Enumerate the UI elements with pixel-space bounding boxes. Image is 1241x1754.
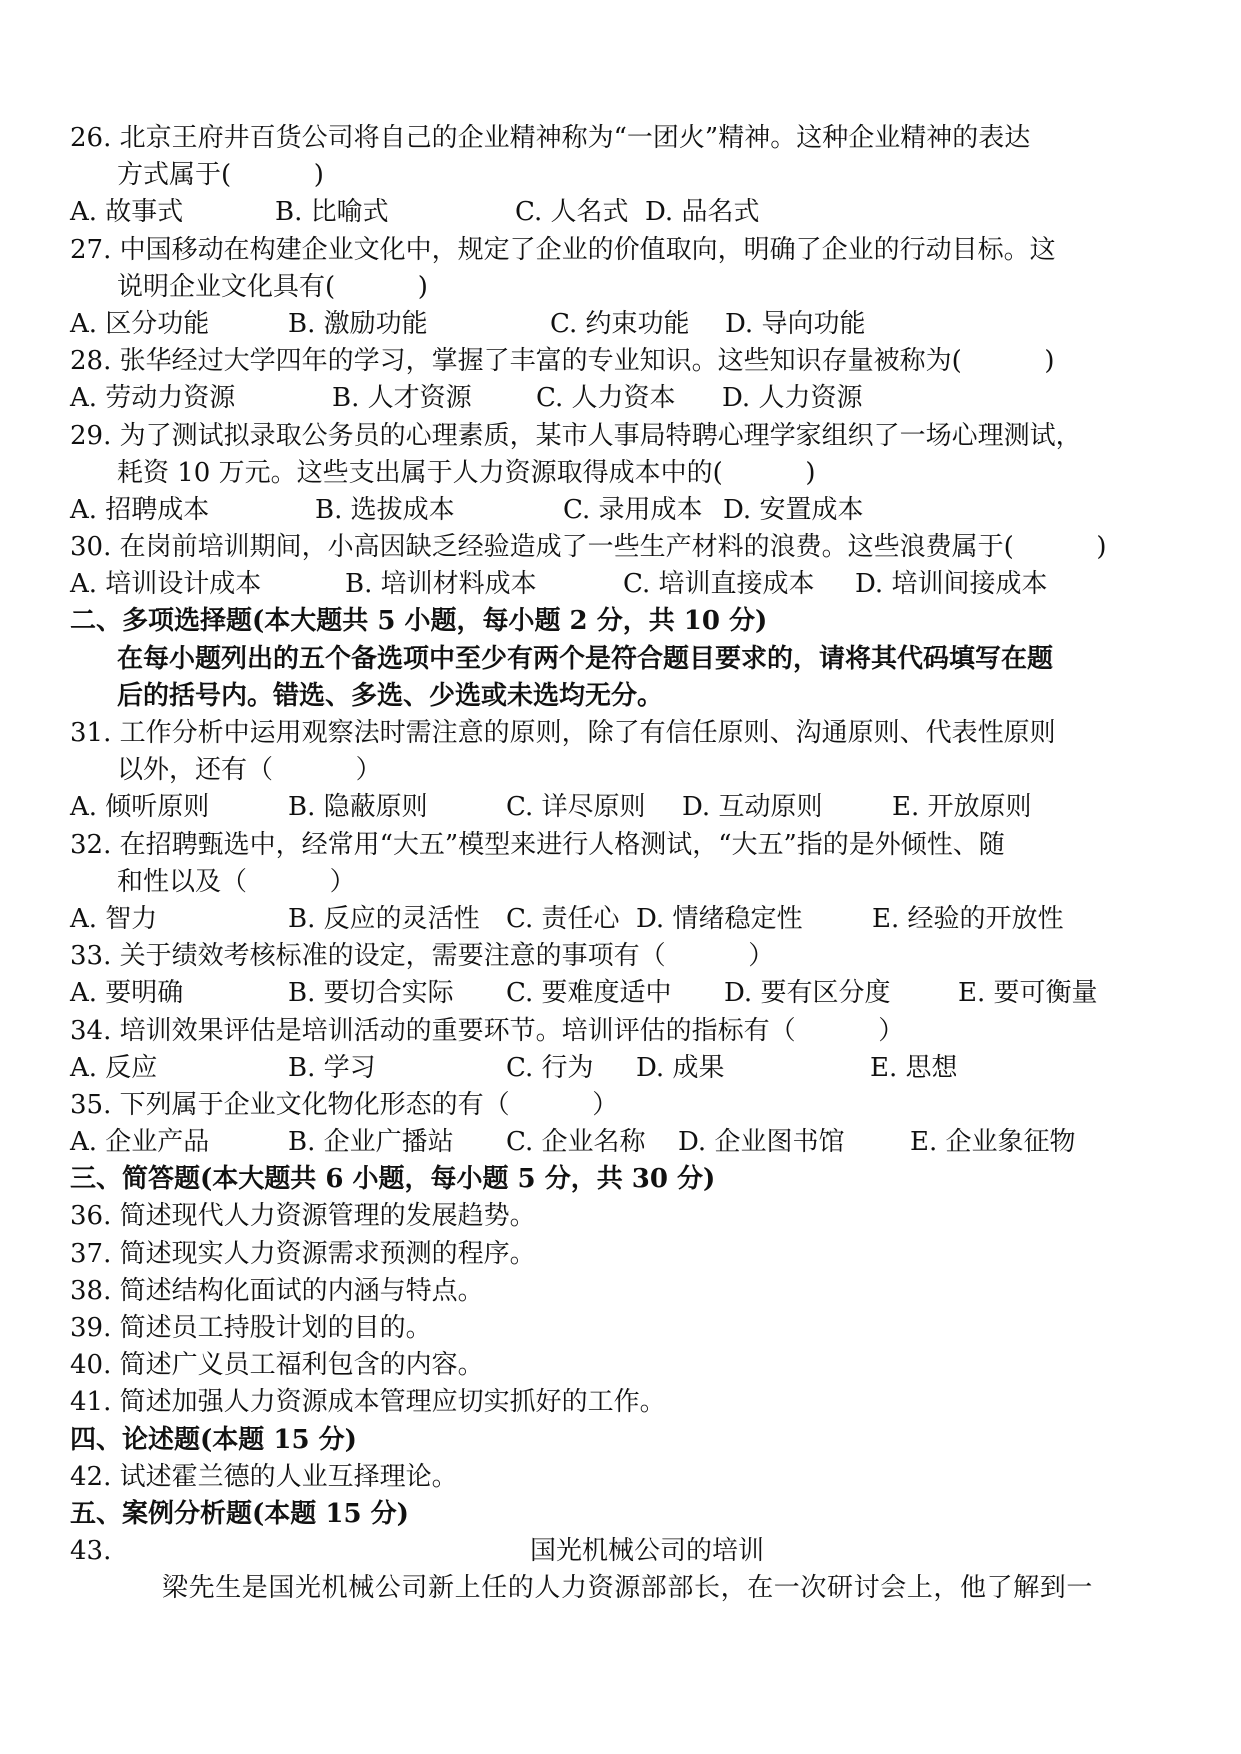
option-a: A. 智力 [70, 903, 158, 934]
section-2-instructions-line1: 在每小题列出的五个备选项中至少有两个是符合题目要求的，请将其代码填写在题 [117, 643, 1054, 674]
case-paragraph-line1: 梁先生是国光机械公司新上任的人力资源部部长，在一次研讨会上，他了解到一 [162, 1573, 1094, 1604]
case-title-row [70, 1533, 1190, 1570]
option-b: B. 要切合实际 [288, 978, 454, 1009]
option-d: D. 成果 [636, 1052, 725, 1083]
question-28-options [70, 380, 1190, 417]
option-e: E. 企业象征物 [910, 1127, 1076, 1158]
question-41: 41. 简述加强人力资源成本管理应切实抓好的工作。 [70, 1387, 666, 1418]
option-d: D. 企业图书馆 [678, 1127, 845, 1158]
option-e: E. 思想 [870, 1052, 958, 1083]
option-d: D. 情绪稳定性 [636, 903, 803, 934]
question-27-line2: 说明企业文化具有( ) [117, 271, 428, 302]
option-a: A. 区分功能 [70, 308, 210, 339]
option-c: C. 责任心 [506, 903, 620, 934]
section-2-instructions-line2: 后的括号内。错选、多选、少选或未选均无分。 [117, 680, 664, 711]
option-c: C. 要难度适中 [506, 978, 672, 1009]
question-27-options [70, 306, 1190, 343]
question-26-line1: 26. 北京王府井百货公司将自己的企业精神称为“一团火”精神。这种企业精神的表达 [70, 123, 1031, 153]
question-34-line1: 34. 培训效果评估是培训活动的重要环节。培训评估的指标有（ ） [70, 1015, 905, 1046]
option-b: B. 反应的灵活性 [288, 903, 480, 934]
option-b: B. 培训材料成本 [345, 569, 537, 600]
option-c: C. 企业名称 [506, 1127, 646, 1158]
option-d: D. 培训间接成本 [855, 569, 1048, 600]
option-e: E. 经验的开放性 [872, 903, 1064, 934]
question-32-line2: 和性以及（ ） [117, 866, 356, 897]
question-36: 36. 简述现代人力资源管理的发展趋势。 [70, 1201, 536, 1232]
question-37: 37. 简述现实人力资源需求预测的程序。 [70, 1238, 536, 1269]
question-32-options [70, 901, 1190, 938]
option-d: D. 互动原则 [682, 792, 823, 823]
option-b: B. 选拔成本 [315, 494, 455, 525]
question-32-line1: 32. 在招聘甄选中，经常用“大五”模型来进行人格测试，“大五”指的是外倾性、随 [70, 829, 1005, 860]
question-30-line1: 30. 在岗前培训期间，小高因缺乏经验造成了一些生产材料的浪费。这些浪费属于( ) [70, 532, 1107, 563]
option-d: D. 品名式 [645, 197, 760, 228]
option-d: D. 导向功能 [725, 308, 866, 339]
question-33-options [70, 975, 1190, 1012]
option-b: B. 比喻式 [275, 197, 389, 228]
question-35-options [70, 1124, 1190, 1161]
question-26-options [70, 194, 1190, 231]
section-4-heading: 四、论述题(本题 15 分) [70, 1424, 357, 1455]
question-29-options [70, 492, 1190, 529]
section-5-heading: 五、案例分析题(本题 15 分) [70, 1498, 409, 1529]
question-33-line1: 33. 关于绩效考核标准的设定，需要注意的事项有（ ） [70, 941, 775, 972]
option-b: B. 企业广播站 [288, 1127, 454, 1158]
option-a: A. 要明确 [70, 978, 184, 1009]
question-27-line1: 27. 中国移动在构建企业文化中，规定了企业的价值取向，明确了企业的行动目标。这 [70, 234, 1056, 265]
option-c: C. 培训直接成本 [623, 569, 815, 600]
section-3-heading: 三、简答题(本大题共 6 小题，每小题 5 分，共 30 分) [70, 1164, 716, 1195]
option-a: A. 反应 [70, 1052, 158, 1083]
question-31-options [70, 789, 1190, 826]
option-a: A. 倾听原则 [70, 792, 210, 823]
option-b: B. 隐蔽原则 [288, 792, 428, 823]
question-28-line1: 28. 张华经过大学四年的学习，掌握了丰富的专业知识。这些知识存量被称为( ) [70, 346, 1055, 377]
option-c: C. 约束功能 [550, 308, 690, 339]
question-38: 38. 简述结构化面试的内涵与特点。 [70, 1275, 484, 1306]
option-a: A. 企业产品 [70, 1127, 210, 1158]
option-c: C. 人名式 [515, 197, 629, 228]
option-e: E. 要可衡量 [958, 978, 1098, 1009]
question-43-number: 43. [70, 1536, 112, 1567]
option-a: A. 故事式 [70, 197, 184, 228]
option-c: C. 行为 [506, 1052, 594, 1083]
option-a: A. 培训设计成本 [70, 569, 262, 600]
question-34-options [70, 1050, 1190, 1087]
question-35-line1: 35. 下列属于企业文化物化形态的有（ ） [70, 1089, 619, 1120]
case-title: 国光机械公司的培训 [530, 1536, 765, 1567]
exam-page [70, 120, 1190, 1608]
question-31-line1: 31. 工作分析中运用观察法时需注意的原则，除了有信任原则、沟通原则、代表性原则 [70, 718, 1056, 748]
option-d: D. 人力资源 [722, 383, 863, 414]
question-26-line2: 方式属于( ) [117, 160, 324, 191]
option-b: B. 激励功能 [288, 308, 428, 339]
option-a: A. 劳动力资源 [70, 383, 236, 414]
question-30-options [70, 566, 1190, 603]
option-b: B. 学习 [288, 1052, 376, 1083]
question-40: 40. 简述广义员工福利包含的内容。 [70, 1350, 484, 1381]
option-c: C. 详尽原则 [506, 792, 646, 823]
question-29-line2: 耗资 10 万元。这些支出属于人力资源取得成本中的( ) [117, 457, 816, 488]
question-31-line2: 以外，还有（ ） [117, 755, 382, 786]
option-e: E. 开放原则 [892, 792, 1032, 823]
option-a: A. 招聘成本 [70, 494, 210, 525]
option-d: D. 安置成本 [723, 494, 864, 525]
question-39: 39. 简述员工持股计划的目的。 [70, 1313, 432, 1343]
section-2-heading: 二、多项选择题(本大题共 5 小题，每小题 2 分，共 10 分) [70, 606, 768, 637]
question-29-line1: 29. 为了测试拟录取公务员的心理素质，某市人事局特聘心理学家组织了一场心理测试， [70, 420, 1082, 451]
option-c: C. 人力资本 [536, 383, 676, 414]
option-c: C. 录用成本 [563, 494, 703, 525]
option-d: D. 要有区分度 [724, 978, 891, 1009]
question-42: 42. 试述霍兰德的人业互择理论。 [70, 1461, 458, 1492]
option-b: B. 人才资源 [332, 383, 472, 414]
